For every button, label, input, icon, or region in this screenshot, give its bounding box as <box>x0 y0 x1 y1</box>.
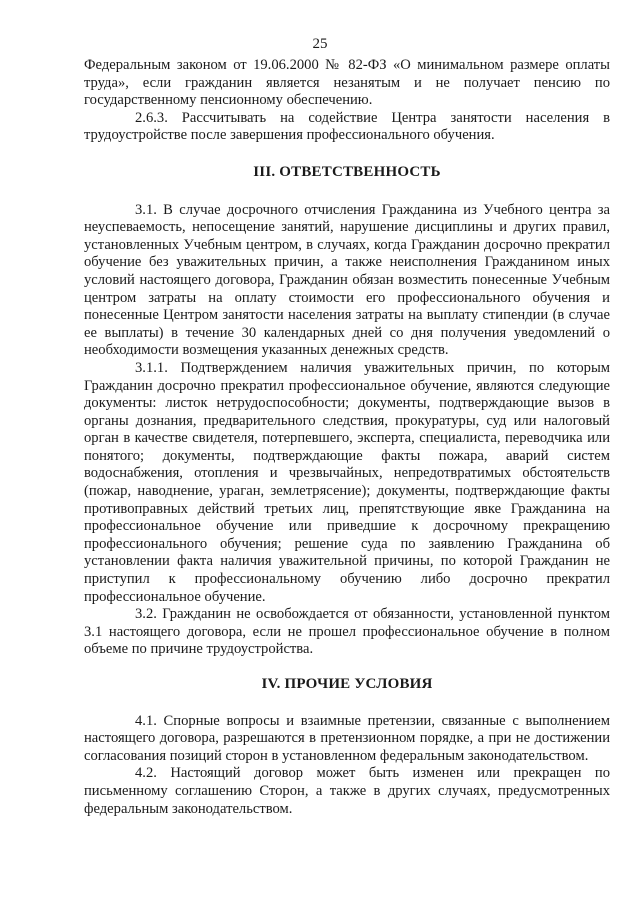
paragraph-3-2: 3.2. Гражданин не освобождается от обязанности, установленной пунктом 3.1 настоящего договора, если не прошел профессиональное обучение в полном объеме по причине трудоустройства. <box>84 606 610 658</box>
paragraph-4-1: 4.1. Спорные вопросы и взаимные претензии, связанные с выполнением настоящего договора, разрешаются в претензионном порядке, а при не достижении согласования позиций сторон в установленном федеральным законодательством. <box>84 712 610 764</box>
paragraph-3-1-1: 3.1.1. Подтверждением наличия уважительных причин, по которым Гражданин досрочно прекратил профессиональное обучение, являются следующие документы: листок нетрудоспособности; документы, подтверждающие вызов в органы дознания, предварительного следствия, прокуратуры, суд или налоговый орган в качестве свидетеля, потерпевшего, эксперта, специалиста, переводчика или понятого; документы, подтверждающие факты пожара, аварий систем водоснабжения, отопления и чрезвычайных, непредотвратимых обстоятельств (пожар, наводнение, ураган, землетрясение); документы, подтверждающие факты противоправных действий третьих лиц, препятствующие явке Гражданина на профессиональное обучение или приведшие к досрочному прекращению профессионального обучения; решение суда по заявлению Гражданина об установлении факта наличия уважительной причины, по которой Гражданин не приступил к профессиональному обучению либо досрочно прекратил профессиональное обучение. <box>84 359 610 605</box>
paragraph-4-2: 4.2. Настоящий договор может быть изменен или прекращен по письменному соглашению Сторон, а также в других случаях, предусмотренных федеральным законодательством. <box>84 765 610 817</box>
paragraph-3-1: 3.1. В случае досрочного отчисления Гражданина из Учебного центра за неуспеваемость, непосещение занятий, нарушение дисциплины и других правил, установленных Учебным центром, в случаях, когда Гражданин досрочно прекратил обучение без уважительных причин, а также неисполнения Гражданином иных условий настоящего договора, Гражданин обязан возместить понесенные Учебным центром затраты на оплату стоимости его профессионального обучения и понесенные Центром занятости населения затраты на выплату стипендии (в случае ее выплаты) в течение 30 календарных дней со дня получения уведомлений о необходимости возмещения указанных денежных средств. <box>84 201 610 359</box>
paragraph-continuation: Федеральным законом от 19.06.2000 № 82-ФЗ «О минимальном размере оплаты труда», если гражданин является незанятым и не получает пенсию по государственному пенсионному обеспечению. <box>84 57 610 109</box>
section-4-heading: IV. ПРОЧИЕ УСЛОВИЯ <box>261 676 433 692</box>
section-3-heading: III. ОТВЕТСТВЕННОСТЬ <box>253 163 441 180</box>
paragraph-2-6-3: 2.6.3. Рассчитывать на содействие Центра занятости населения в трудоустройстве после завершения профессионального обучения. <box>84 109 610 144</box>
document-body <box>84 57 610 818</box>
page-number: 25 <box>312 36 328 52</box>
